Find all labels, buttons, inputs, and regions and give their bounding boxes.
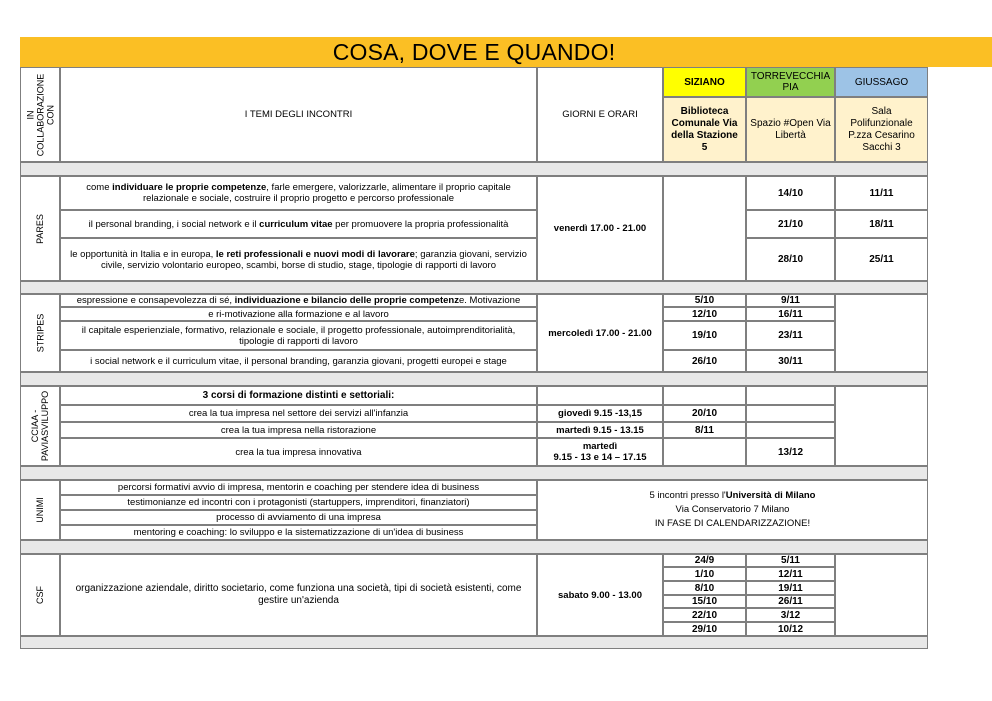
cciaa-empty-day <box>537 386 663 405</box>
unimi-label: UNIMI <box>35 497 45 523</box>
pares-topic-2-text-a: il personal branding, i social network e il <box>88 218 260 230</box>
stripes-label-cell <box>20 294 60 372</box>
header-collab: IN COLLABORAZIONE CON <box>25 73 56 156</box>
torrevecchia-place: Spazio #Open Via Libertà <box>746 97 835 162</box>
csf-giu-empty <box>835 554 928 636</box>
pares-topic-1 <box>60 176 537 210</box>
pares-siziano-empty <box>663 176 746 281</box>
unimi-info-line3: IN FASE DI CALENDARIZZAZIONE! <box>654 518 811 529</box>
cciaa-empty <box>746 405 835 422</box>
unimi-topic: mentoring e coaching: lo sviluppo e la sistematizzazione di un'idea di business <box>60 525 537 540</box>
spacer-row <box>20 636 928 649</box>
pares-topic-3-text-b: le reti professionali e nuovi modi di lavorare <box>215 248 415 260</box>
pares-giorno: venerdì 17.00 - 21.00 <box>537 176 663 281</box>
pares-topic-3-text-a: le opportunità in Italia e in europa, <box>70 248 216 260</box>
csf-torr-date: 3/12 <box>746 608 835 622</box>
cciaa-course-2-siz: 8/11 <box>663 422 746 438</box>
cciaa-course-2: crea la tua impresa nella ristorazione <box>60 422 537 438</box>
page-title: COSA, DOVE E QUANDO! <box>332 38 616 65</box>
pares-topic-3-text-c: ; garanzia giovani, servizio civile, servizio volontario europeo, scambi, borse di studio, stage, tipologie di rapporti di lavoro <box>101 248 527 271</box>
cciaa-empty <box>746 386 835 405</box>
pares-torr-date: 21/10 <box>746 210 835 238</box>
spacer-row <box>20 466 928 480</box>
cciaa-course-3: crea la tua impresa innovativa <box>60 438 537 466</box>
stripes-topic-1 <box>60 294 537 307</box>
spacer-row <box>20 162 928 176</box>
pares-topic-2-text-c: per promuovere la propria professionalità <box>332 218 509 230</box>
stripes-label: STRIPES <box>35 313 46 353</box>
header-siziano: SIZIANO <box>663 67 746 97</box>
csf-siz-date: 15/10 <box>663 595 746 608</box>
header-giorni: GIORNI E ORARI <box>537 67 663 162</box>
unimi-info-text-a: 5 incontri presso l' <box>649 490 726 501</box>
spacer-row <box>20 540 928 554</box>
stripes-torr-date: 30/11 <box>746 350 835 372</box>
unimi-info-line1 <box>649 489 815 503</box>
csf-torr-date: 19/11 <box>746 581 835 595</box>
stripes-torr-date: 9/11 <box>746 294 835 307</box>
pares-torr-date: 28/10 <box>746 238 835 281</box>
stripes-topic-1-text-b: individuazione e bilancio delle proprie competenz <box>234 295 459 306</box>
pares-giu-date: 18/11 <box>835 210 928 238</box>
spacer-row <box>20 372 928 386</box>
stripes-topic-1b: e ri-motivazione alla formazione e al lavoro <box>60 307 537 321</box>
csf-label-cell <box>20 554 60 636</box>
unimi-label-cell <box>20 480 60 540</box>
csf-torr-date: 10/12 <box>746 622 835 636</box>
stripes-giorno: mercoledì 17.00 - 21.00 <box>537 294 663 372</box>
csf-torr-date: 26/11 <box>746 595 835 608</box>
cciaa-giu-empty <box>835 386 928 466</box>
pares-topic-1-text-a: come <box>86 182 113 193</box>
unimi-topic: processo di avviamento di una impresa <box>60 510 537 525</box>
stripes-siz-date: 5/10 <box>663 294 746 307</box>
csf-siz-date: 1/10 <box>663 567 746 581</box>
csf-torr-date: 12/11 <box>746 567 835 581</box>
header-giussago: GIUSSAGO <box>835 67 928 97</box>
cciaa-label-cell <box>20 386 60 466</box>
stripes-siz-date: 12/10 <box>663 307 746 321</box>
cciaa-course-3-torr: 13/12 <box>746 438 835 466</box>
cciaa-course-3-day <box>537 438 663 466</box>
cciaa-course-3-day-line2: 9.15 - 13 e 14 – 17.15 <box>553 452 647 463</box>
stripes-topic-3: i social network e il curriculum vitae, il personal branding, garanzia giovani, progetti europei e stage <box>60 350 537 372</box>
stripes-torr-date: 16/11 <box>746 307 835 321</box>
header-torrevecchia: TORREVECCHIA PIA <box>746 67 835 97</box>
csf-torr-date: 5/11 <box>746 554 835 567</box>
cciaa-course-3-day-line1: martedì <box>582 441 618 452</box>
header-temi: I TEMI DEGLI INCONTRI <box>60 67 537 162</box>
csf-siz-date: 22/10 <box>663 608 746 622</box>
stripes-giu-empty <box>835 294 928 372</box>
cciaa-heading: 3 corsi di formazione distinti e settoriali: <box>60 386 537 405</box>
pares-topic-2-text-b: curriculum vitae <box>259 218 333 230</box>
csf-label: CSF <box>35 586 45 604</box>
cciaa-course-1-siz: 20/10 <box>663 405 746 422</box>
csf-giorno: sabato 9.00 - 13.00 <box>537 554 663 636</box>
unimi-info <box>537 480 928 540</box>
siziano-place: Biblioteca Comunale Via della Stazione 5 <box>663 97 746 162</box>
stripes-torr-date: 23/11 <box>746 321 835 350</box>
stripes-siz-date: 19/10 <box>663 321 746 350</box>
giussago-place: Sala Polifunzionale P.zza Cesarino Sacchi 3 <box>835 97 928 162</box>
pares-label-cell <box>20 176 60 281</box>
stripes-siz-date: 26/10 <box>663 350 746 372</box>
csf-siz-date: 24/9 <box>663 554 746 567</box>
pares-giu-date: 11/11 <box>835 176 928 210</box>
pares-topic-1-text-c: , farle emergere, valorizzarle, alimentare il proprio capitale relazionale e sociale, costruire il proprio progetto e percorso professionale <box>142 182 511 204</box>
cciaa-empty <box>663 386 746 405</box>
header-collab-cell <box>20 67 60 162</box>
cciaa-empty <box>746 422 835 438</box>
unimi-university: Università di Milano <box>725 490 816 501</box>
pares-label: PARES <box>35 213 45 244</box>
stripes-topic-1-text-c: e. Motivazione <box>459 295 521 306</box>
csf-topic: organizzazione aziendale, diritto societario, come funziona una società, tipi di società esistenti, come gestire un'azienda <box>60 554 537 636</box>
csf-siz-date: 29/10 <box>663 622 746 636</box>
pares-torr-date: 14/10 <box>746 176 835 210</box>
stripes-topic-2: il capitale esperienziale, formativo, relazionale e sociale, il progetto professionale, autoimprenditorialità, tipologie di rapporti di lavoro <box>60 321 537 350</box>
pares-topic-3 <box>60 238 537 281</box>
csf-siz-date: 8/10 <box>663 581 746 595</box>
unimi-topic: percorsi formativi avvio di impresa, mentorin e coaching per stendere idea di business <box>60 480 537 495</box>
pares-giu-date: 25/11 <box>835 238 928 281</box>
cciaa-empty <box>663 438 746 466</box>
cciaa-label: CCIAA - PAVIASVILUPPO <box>30 390 50 462</box>
unimi-info-line2: Via Conservatorio 7 Milano <box>675 504 790 515</box>
cciaa-course-2-day: martedì 9.15 - 13.15 <box>537 422 663 438</box>
spacer-row <box>20 281 928 294</box>
pares-topic-1-text-b: individuare le proprie competenze <box>112 182 267 193</box>
unimi-topic: testimonianze ed incontri con i protagonisti (startuppers, imprenditori, finanziatori) <box>60 495 537 510</box>
cciaa-course-1-day: giovedì 9.15 -13,15 <box>537 405 663 422</box>
pares-topic-2 <box>60 210 537 238</box>
cciaa-course-1: crea la tua impresa nel settore dei servizi all'infanzia <box>60 405 537 422</box>
stripes-topic-1-text-a: espressione e consapevolezza di sé, <box>76 295 235 306</box>
